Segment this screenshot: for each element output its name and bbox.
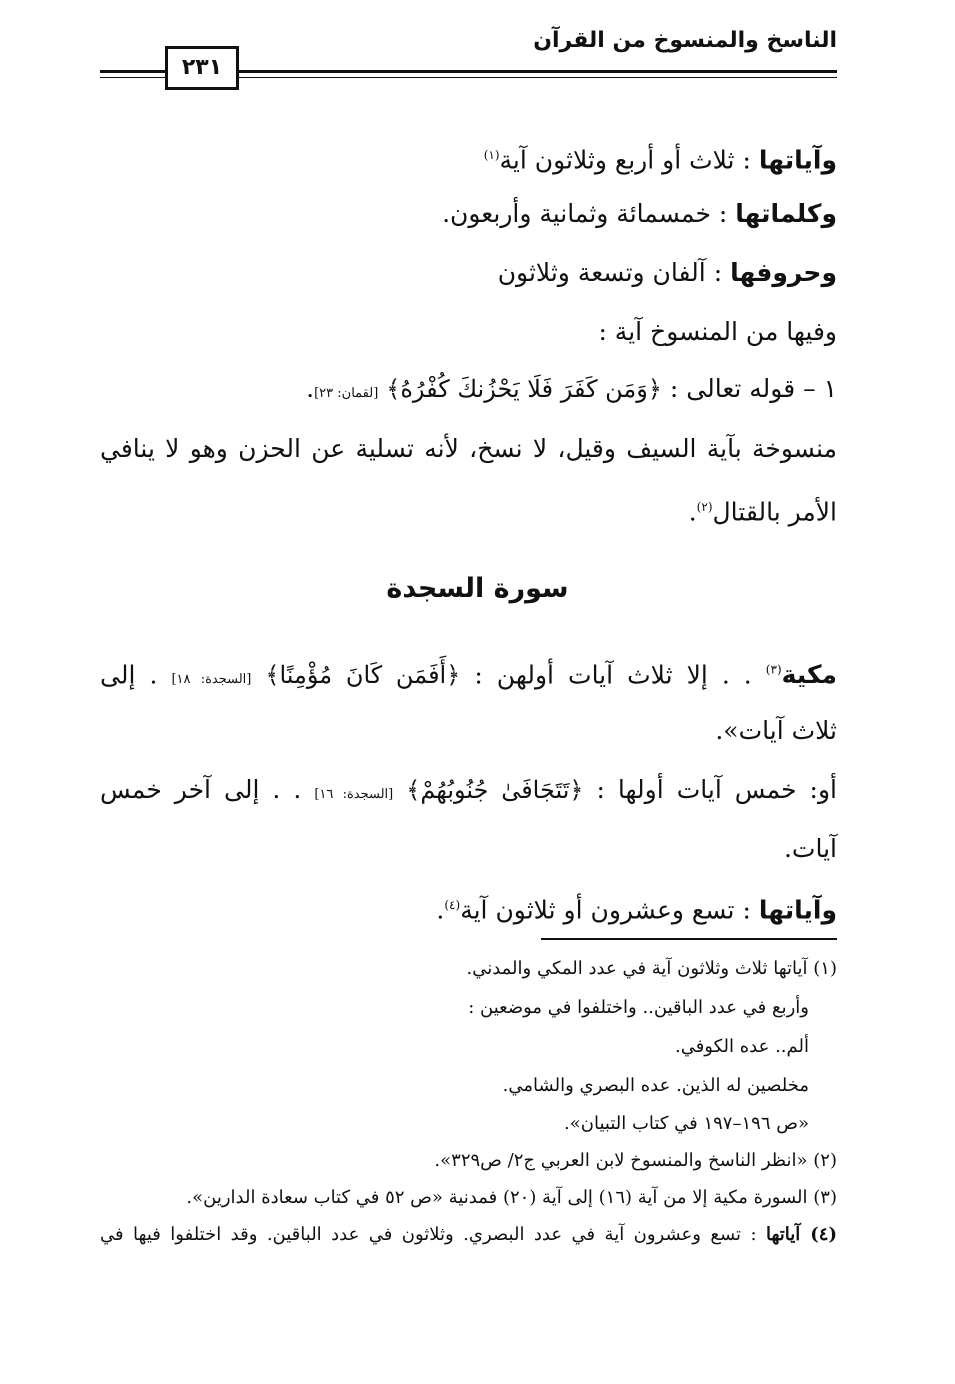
abrogated-item-1 [306,372,837,411]
words-count-label: وكلماتها [735,199,837,228]
paragraph-1-line-2 [689,490,837,529]
or-line-2: آيات. [783,834,837,863]
sajda-verses-end: . [436,895,445,925]
footnote-4-label: (٤) آياتها [766,1224,837,1245]
footnote-2: (٢) «انظر الناسخ والمنسوخ لابن العربي ج٢/ ص٣٢٩». [434,1150,837,1171]
abrogated-intro: وفيها من المنسوخ آية : [598,317,837,346]
words-count-line [442,197,837,231]
surah-title: سورة السجدة [386,573,569,604]
footnote-3: (٣) السورة مكية إلا من آية (١٦) إلى آية (٢٠) فمدنية «ص ٥٢ في كتاب سعادة الدارين». [186,1187,837,1208]
makki-line-1 [100,653,837,697]
or-text-1: أو: خمس آيات أولها : [596,775,838,804]
footnote-ref-2: (٢) [696,500,713,514]
footnote-1-line-4: مخلصين له الذين. عده البصري والشامي. [502,1075,809,1096]
footnote-1-line-3: ألم.. عده الكوفي. [674,1036,809,1057]
makki-quran-quote: ﴿أَفَمَن كَانَ مُؤْمِنًا﴾ [265,661,461,690]
sajda-verses-text: : تسع وعشرون أو ثلاثون آية [460,895,751,925]
makki-quran-ref: [السجدة: ١٨] [171,672,252,688]
running-header-title: الناسخ والمنسوخ من القرآن [533,28,837,53]
or-line-1 [100,773,837,812]
footnote-4-text: : تسع وعشرون آية في عدد البصري. وثلاثون في عدد الباقين. وقد اختلفوا فيها في [100,1224,757,1245]
or-quran-ref: [السجدة: ١٦] [314,787,394,802]
verses-count-line [484,138,837,177]
makki-label: مكية [781,660,838,690]
para1-line2-end: . [688,497,697,527]
footnote-separator [541,938,837,940]
footnote-ref-4: (٤) [444,898,461,912]
words-count-text: : خمسمائة وثمانية وأربعون. [442,199,728,228]
or-text-2: . . إلى آخر خمس [100,775,302,804]
letters-count-line [498,256,837,290]
footnote-ref-3: (٣) [765,663,782,677]
footnote-4 [100,1222,837,1248]
makki-line-2: ثلاث آيات». [715,716,837,745]
letters-count-label: وحروفها [730,258,837,287]
para1-line2-text: الأمر بالقتال [712,497,837,527]
page-number-box: ٢٣١ [165,46,239,90]
paragraph-1-line-1: منسوخة بآية السيف وقيل، لا نسخ، لأنه تسلية عن الحزن وهو لا ينافي [100,434,837,463]
item1-quran-ref: [لقمان: ٢٣] [314,386,379,401]
verses-count-label: وآياتها [758,145,837,175]
item1-prefix: ١ – قوله تعالى : [669,374,837,403]
footnote-ref-1: (١) [483,148,500,162]
footnote-1-line-1: (١) آياتها ثلاث وثلاثون آية في عدد المكي والمدني. [466,958,837,979]
letters-count-text: : آلفان وتسعة وثلاثون [497,258,723,287]
footnote-1-line-5: «ص ١٩٦–١٩٧ في كتاب التبيان». [564,1113,809,1134]
or-quran-quote: ﴿تَتَجَافَىٰ جُنُوبُهُمْ﴾ [406,776,584,804]
verses-count-text: : ثلاث أو أربع وثلاثون آية [499,145,751,175]
sajda-verses-line [436,888,837,927]
item1-quran-quote: ﴿وَمَن كَفَرَ فَلَا يَحْزُنكَ كُفْرُهُ﴾ [386,375,662,403]
footnote-1-line-2: وأربع في عدد الباقين.. واختلفوا في موضعين : [468,997,809,1018]
item1-end: . [306,374,315,403]
makki-text-1: . . إلا ثلاث آيات أولهن : [474,660,752,690]
makki-text-2: . إلى [100,660,158,690]
sajda-verses-label: وآياتها [758,895,837,925]
